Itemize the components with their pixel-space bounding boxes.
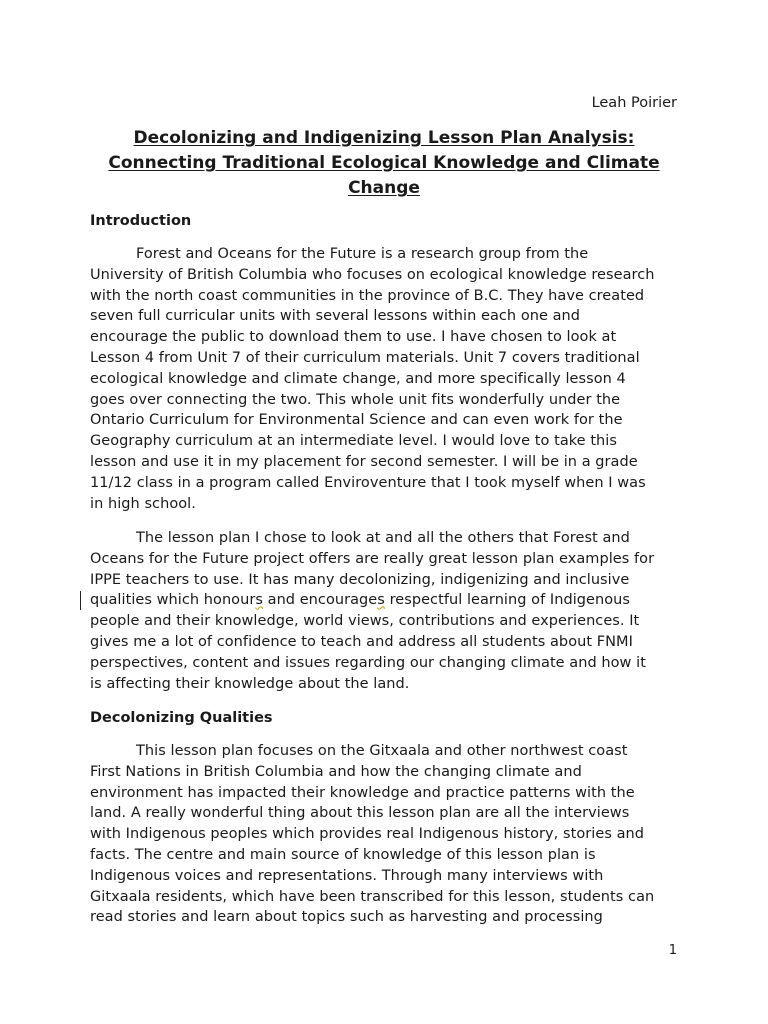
- document-title: [90, 126, 678, 201]
- paragraph-line: is affecting their knowledge about the land.: [90, 675, 410, 692]
- paragraph-line: Ontario Curriculum for Environmental Science and can even work for the: [90, 412, 623, 429]
- paragraph-line: facts. The centre and main source of knowledge of this lesson plan is: [90, 846, 596, 863]
- paragraph-line: environment has impacted their knowledge and practice patterns with the: [90, 784, 635, 801]
- paragraph-line: with Indigenous peoples which provides real Indigenous history, stories and: [90, 826, 645, 843]
- title-line: Decolonizing and Indigenizing Lesson Plan Analysis:: [133, 128, 635, 148]
- paragraph-line: The lesson plan I chose to look at and all the others that Forest and: [136, 530, 630, 546]
- title-line: Change: [348, 178, 420, 198]
- paragraph-line: read stories and learn about topics such as harvesting and processing: [90, 909, 603, 926]
- paragraph-line: with the north coast communities in the province of B.C. They have created: [90, 287, 645, 304]
- paragraph-line: land. A really wonderful thing about this lesson plan are all the interviews: [90, 805, 630, 822]
- paragraph-line: First Nations in British Columbia and how the changing climate and: [90, 763, 582, 780]
- paragraph-line: gives me a lot of confidence to teach and address all students about FNMI: [90, 633, 633, 650]
- paragraph-line: University of British Columbia who focuses on ecological knowledge research: [90, 266, 655, 283]
- paragraph-line: people and their knowledge, world views, contributions and experiences. It: [90, 613, 640, 630]
- paragraph-line: ecological knowledge and climate change, and more specifically lesson 4: [90, 370, 626, 387]
- paragraph-introduction-2[interactable]: [90, 528, 690, 694]
- paragraph-decolonizing-1[interactable]: [90, 741, 690, 928]
- paragraph-line: perspectives, content and issues regarding our changing climate and how it: [90, 654, 646, 671]
- title-line: Connecting Traditional Ecological Knowledge and Climate: [108, 153, 660, 173]
- spellcheck-mark[interactable]: s: [377, 592, 385, 609]
- paragraph-line: This lesson plan focuses on the Gitxaala and other northwest coast: [136, 743, 628, 759]
- paragraph-line: seven full curricular units with several lessons within each one and: [90, 308, 581, 325]
- paragraph-line: qualities which honours and encourages respectful learning of Indigenous: [90, 592, 631, 609]
- paragraph-line: Gitxaala residents, which have been transcribed for this lesson, students can: [90, 888, 655, 905]
- section-heading-decolonizing: Decolonizing Qualities: [90, 710, 273, 726]
- paragraph-line: Lesson 4 from Unit 7 of their curriculum materials. Unit 7 covers traditional: [90, 349, 640, 366]
- paragraph-line: Indigenous voices and representations. Through many interviews with: [90, 867, 604, 884]
- text-cursor: [80, 591, 81, 610]
- paragraph-line: Oceans for the Future project offers are really great lesson plan examples for: [90, 550, 655, 567]
- paragraph-line: 11/12 class in a program called Enviroventure that I took myself when I was: [90, 474, 646, 491]
- paragraph-line: Forest and Oceans for the Future is a research group from the: [136, 246, 589, 262]
- spellcheck-mark[interactable]: s: [255, 592, 263, 609]
- paragraph-line: lesson and use it in my placement for second semester. I will be in a grade: [90, 453, 638, 470]
- section-heading-introduction: Introduction: [90, 213, 192, 229]
- paragraph-line: Geography curriculum at an intermediate level. I would love to take this: [90, 433, 617, 450]
- paragraph-line: in high school.: [90, 495, 196, 512]
- paragraph-introduction-1[interactable]: [90, 244, 690, 514]
- page-number: 1: [668, 943, 677, 958]
- paragraph-line: encourage the public to download them to use. I have chosen to look at: [90, 329, 617, 346]
- paragraph-line: goes over connecting the two. This whole unit fits wonderfully under the: [90, 391, 621, 408]
- author-name: Leah Poirier: [591, 95, 677, 111]
- paragraph-line: IPPE teachers to use. It has many decolonizing, indigenizing and inclusive: [90, 571, 630, 588]
